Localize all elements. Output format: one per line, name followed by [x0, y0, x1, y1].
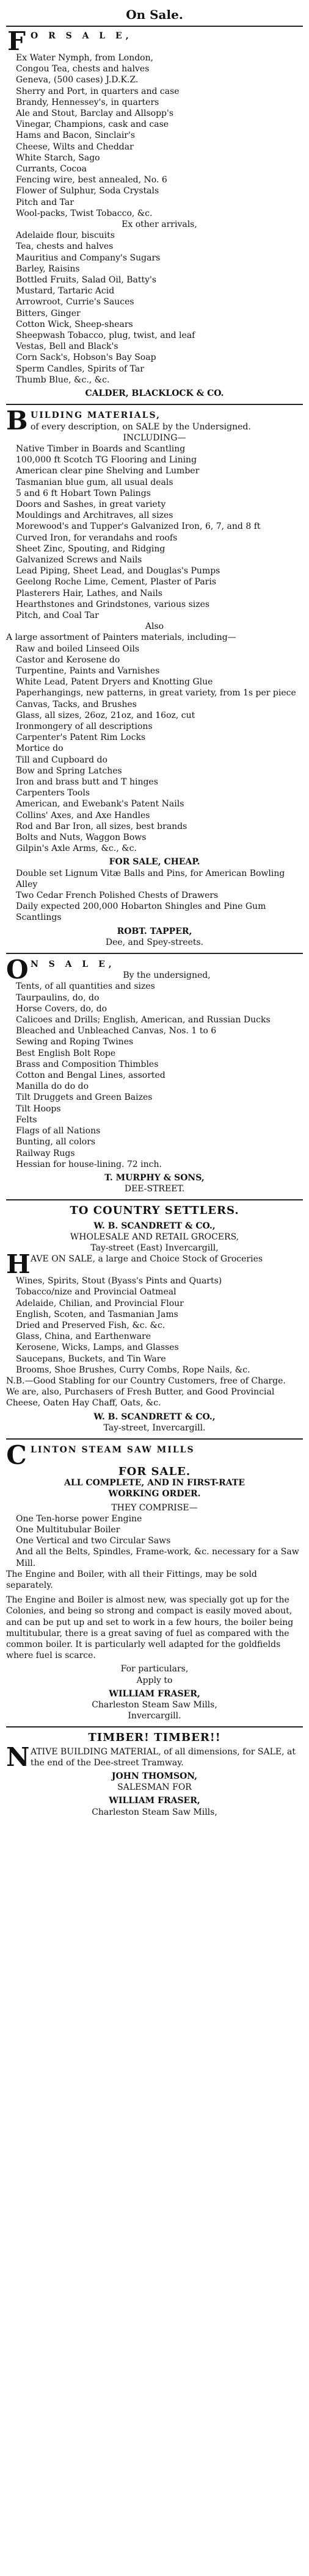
divider — [6, 1726, 303, 1727]
list-item: Sheet Zinc, Spouting, and Ridging — [16, 544, 165, 554]
dropcap: O — [6, 955, 29, 985]
list-item: American clear pine Shelving and Lumber — [16, 466, 200, 476]
list-item: Lead Piping, Sheet Lead, and Douglas's Pumps — [16, 566, 220, 576]
list-item: Bolts and Nuts, Waggon Bows — [16, 833, 147, 843]
list-item: Currants, Cocoa — [16, 164, 87, 174]
list-item: Tilt Druggets and Green Baizes — [16, 1092, 153, 1103]
list-item: Two Cedar French Polished Chests of Drawers — [16, 891, 219, 901]
list-item: Galvanized Screws and Nails — [16, 554, 142, 565]
ad-signature: JOHN THOMSON, — [111, 1771, 198, 1782]
list-item: American, and Ewebank's Patent Nails — [16, 799, 184, 809]
divider — [6, 404, 303, 405]
apply-line: For particulars, — [120, 1664, 189, 1674]
list-item: Bunting, all colors — [16, 1137, 96, 1147]
list-item: Bitters, Ginger — [16, 308, 81, 318]
list-item: Taurpaulins, do, do — [16, 992, 100, 1003]
list-item: Castor and Kerosene do — [16, 655, 120, 665]
paragraph: The Engine and Boiler, with all their Fittings, may be sold separately. — [6, 1569, 257, 1590]
list-item: One Vertical and two Circular Saws — [16, 1536, 171, 1546]
comprise-label: THEY COMPRISE— — [111, 1502, 198, 1513]
cheap-list — [6, 868, 303, 924]
list-item: Geelong Roche Lime, Cement, Plaster of Paris — [16, 577, 217, 587]
ad-signature: W. B. SCANDRETT & CO., — [93, 1412, 216, 1422]
list-item: Rod and Bar Iron, all sizes, best brands — [16, 821, 187, 831]
ad-heading — [6, 26, 303, 56]
list-item: English, Scoten, and Tasmanian Jams — [16, 1309, 178, 1319]
list-item: Brooms, Shoe Brushes, Curry Combs, Rope Nails, &c. — [16, 1365, 250, 1375]
ad-title: N S A L E, — [31, 960, 115, 970]
ad-signature-address: Dee, and Spey-streets. — [105, 937, 204, 947]
ad-subtitle: of every description, on SALE by the Undersigned. — [31, 422, 251, 432]
groceries-list — [6, 1275, 303, 1376]
dropcap: B — [6, 406, 28, 436]
list-item: Paperhangings, new patterns, in great variety, from 1s per piece — [16, 688, 296, 698]
ad-intro: AVE ON SALE, a large and Choice Stock of Groceries — [31, 1254, 263, 1265]
list-item: Sewing and Roping Twines — [16, 1037, 134, 1047]
ad-title: LINTON STEAM SAW MILLS — [31, 1444, 195, 1455]
list-item: Mustard, Tartaric Acid — [16, 286, 115, 296]
list-item: Felts — [16, 1114, 37, 1125]
list-item: Curved Iron, for verandahs and roofs — [16, 533, 178, 543]
ad-signature: CALDER, BLACKLOCK & CO. — [85, 389, 224, 399]
list-item: Wool-packs, Twist Tobacco, &c. — [16, 208, 153, 218]
ad-header: TO COUNTRY SETTLERS. — [70, 1204, 239, 1218]
list-item: Bow and Spring Latches — [16, 766, 122, 776]
ad-signature-address: Tay-street, Invercargill. — [103, 1423, 206, 1433]
list-item: Pitch, and Coal Tar — [16, 610, 99, 620]
list-item: Sperm Candles, Spirits of Tar — [16, 364, 144, 374]
list-item: Tea, chests and halves — [16, 242, 114, 252]
product-list — [6, 52, 303, 386]
list-item: Tobacco/nize and Provincial Oatmeal — [16, 1287, 176, 1297]
apply-line: Apply to — [136, 1675, 173, 1685]
list-item: Till and Cupboard do — [16, 755, 107, 765]
list-item: Thumb Blue, &c., &c. — [16, 375, 110, 385]
list-item: Plasterers Hair, Lathes, and Nails — [16, 588, 162, 598]
ad-heading — [6, 1440, 303, 1470]
list-item: Calicoes and Drills; English, American, and Russian Ducks — [16, 1015, 271, 1025]
list-item: Gilpin's Axle Arms, &c., &c. — [16, 844, 137, 854]
list-item: 100,000 ft Scotch TG Flooring and Lining — [16, 455, 197, 465]
list-item: Horse Covers, do, do — [16, 1003, 107, 1014]
list-item: Saucepans, Buckets, and Tin Ware — [16, 1354, 166, 1364]
divider — [6, 1438, 303, 1440]
buy-text: We are, also, Purchasers of Fresh Butter, and Good Provincial Cheese, Oaten Hay Chaff, Oats, &c. — [6, 1387, 275, 1408]
list-item: Dried and Preserved Fish, &c. &c. — [16, 1320, 165, 1330]
list-item: Congou Tea, chests and halves — [16, 64, 150, 74]
dropcap: C — [6, 1440, 27, 1470]
list-item: Cheese, Wilts and Cheddar — [16, 142, 134, 152]
list-item: Mortice do — [16, 744, 64, 754]
firm-address: Tay-street (East) Invercargill, — [90, 1243, 219, 1253]
list-item: Mauritius and Company's Sugars — [16, 253, 161, 263]
dropcap: H — [6, 1249, 31, 1280]
list-item: Cotton and Bengal Lines, assorted — [16, 1071, 165, 1081]
list-item: One Ten-horse power Engine — [16, 1513, 142, 1524]
list-item: Glass, China, and Earthenware — [16, 1332, 151, 1342]
ad-header: TIMBER! TIMBER!! — [88, 1731, 221, 1745]
list-item: Vinegar, Champions, cask and case — [16, 120, 169, 130]
list-item: And all the Belts, Spindles, Frame-work, &c. necessary for a Saw Mill. — [16, 1547, 299, 1568]
list-item: Raw and boiled Linseed Oils — [16, 644, 140, 654]
list-item: Fencing wire, best annealed, No. 6 — [16, 175, 167, 185]
tents-list — [6, 981, 303, 1169]
list-item: Manilla do do do — [16, 1082, 89, 1092]
calder-blacklock-ad — [6, 26, 303, 399]
ad-heading — [6, 955, 303, 985]
list-item: Arrowroot, Currie's Sauces — [16, 297, 134, 307]
list-item: Adelaide flour, biscuits — [16, 231, 115, 241]
list-item: Ex other arrivals, — [122, 220, 197, 230]
list-item: Tilt Hoops — [16, 1103, 61, 1114]
divider — [6, 953, 303, 954]
list-item: Doors and Sashes, in great variety — [16, 499, 166, 509]
list-item: Carpenter's Patent Rim Locks — [16, 733, 146, 743]
paragraph: The Engine and Boiler is almost new, was specially got up for the Colonies, and being so strong and compact is easily moved about, and can be put up and set to work in a few hours, the boiler being multitubular, there is a great saving of fuel as compared with the common boiler. It is particularly well adapted for the goldfields where fuel is scarce. — [6, 1595, 294, 1661]
list-item: Canvas, Tacks, and Brushes — [16, 699, 137, 709]
ad-heading — [6, 406, 303, 436]
on-sale-header: On Sale. — [6, 5, 303, 27]
ad-text: ATIVE BUILDING MATERIAL, of all dimensions, for SALE, at the end of the Dee-street Tramway. — [31, 1746, 296, 1768]
timber-ad — [6, 1732, 303, 1817]
mill-items-list — [6, 1513, 303, 1569]
ad-signature: ROBT. TAPPER, — [117, 926, 192, 936]
ad-signature-address: Charleston Steam Saw Mills, — [92, 1700, 217, 1710]
firm-subtitle: WHOLESALE AND RETAIL GROCERS, — [70, 1232, 239, 1242]
list-item: Wines, Spirits, Stout (Byass's Pints and Quarts) — [16, 1276, 222, 1286]
ad-title: UILDING MATERIALS, — [31, 411, 161, 421]
list-item: Ex Water Nymph, from London, — [16, 53, 154, 63]
painter-list — [6, 644, 303, 855]
list-item: Corn Sack's, Hobson's Bay Soap — [16, 353, 156, 363]
ad-agent-address: Charleston Steam Saw Mills, — [92, 1807, 217, 1817]
list-item: Turpentine, Paints and Varnishes — [16, 666, 160, 676]
ad-subheading-1: ALL COMPLETE, AND IN FIRST-RATE — [64, 1478, 245, 1488]
list-item: White Starch, Sago — [16, 152, 100, 163]
list-item: Brandy, Hennessey's, in quarters — [16, 97, 159, 107]
list-item: Brass and Composition Thimbles — [16, 1059, 159, 1069]
list-item: Native Timber in Boards and Scantling — [16, 443, 186, 454]
list-item: Bottled Fruits, Salad Oil, Batty's — [16, 275, 157, 285]
also-label: Also — [145, 622, 164, 632]
dropcap: N — [6, 1742, 30, 1772]
list-item: Railway Rugs — [16, 1148, 75, 1158]
ad-title: O R S A L E, — [31, 31, 133, 41]
list-item: Flags of all Nations — [16, 1126, 101, 1136]
nb-text: N.B.—Good Stabling for our Country Customers, free of Charge. — [6, 1376, 286, 1386]
firm-name: W. B. SCANDRETT & CO., — [93, 1221, 216, 1231]
list-item: Collins' Axes, and Axe Handles — [16, 810, 150, 820]
list-item: Barley, Raisins — [16, 264, 80, 274]
ad-agent: WILLIAM FRASER, — [109, 1796, 200, 1806]
list-item: Adelaide, Chilian, and Provincial Flour — [16, 1298, 184, 1308]
ad-signature-address: DEE-STREET. — [124, 1184, 185, 1194]
list-item: Tents, of all quantities and sizes — [16, 981, 155, 992]
list-item: Flower of Sulphur, Soda Crystals — [16, 186, 159, 196]
list-item: Vestas, Bell and Black's — [16, 342, 118, 352]
list-item: Sheepwash Tobacco, plug, twist, and leaf — [16, 331, 195, 341]
scandrett-ad — [6, 1205, 303, 1433]
by-line: By the undersigned, — [123, 970, 211, 981]
list-item: Glass, all sizes, 26oz, 21oz, and 16oz, cut — [16, 710, 195, 720]
ad-role: SALESMAN FOR — [117, 1782, 192, 1793]
list-item: Iron and brass butt and T hinges — [16, 777, 158, 787]
list-item: White Lead, Patent Dryers and Knotting Glue — [16, 677, 213, 687]
list-item: Kerosene, Wicks, Lamps, and Glasses — [16, 1343, 179, 1353]
cheap-title: FOR SALE, CHEAP. — [109, 857, 200, 867]
list-item: Hams and Bacon, Sinclair's — [16, 131, 136, 141]
list-item: Hessian for house-lining. 72 inch. — [16, 1159, 162, 1169]
list-item: Cotton Wick, Sheep-shears — [16, 319, 133, 329]
list-item: One Multitubular Boiler — [16, 1524, 120, 1535]
ad-signature-address: Invercargill. — [128, 1711, 181, 1721]
list-item: Tasmanian blue gum, all usual deals — [16, 477, 173, 487]
dropcap: F — [7, 26, 26, 56]
list-item: Mouldings and Architraves, all sizes — [16, 511, 173, 521]
list-item: Double set Lignum Vitæ Balls and Pins, for American Bowling Alley — [16, 868, 285, 889]
list-item: Morewood's and Tupper's Galvanized Iron, 6, 7, and 8 ft — [16, 522, 261, 532]
ad-signature: WILLIAM FRASER, — [109, 1688, 200, 1699]
ad-subheading-2: WORKING ORDER. — [108, 1489, 201, 1499]
list-item: Pitch and Tar — [16, 197, 74, 207]
clinton-saw-mills-ad — [6, 1440, 303, 1721]
list-item: Bleached and Unbleached Canvas, Nos. 1 to 6 — [16, 1026, 217, 1036]
list-item: Hearthstones and Grindstones, various sizes — [16, 599, 210, 609]
ad-signature: T. MURPHY & SONS, — [104, 1172, 205, 1183]
also-text: A large assortment of Painters materials, including— — [6, 633, 236, 643]
list-item: Geneva, (500 cases) J.D.K.Z. — [16, 75, 139, 85]
ad-heading — [6, 1249, 303, 1280]
list-item: Carpenters Tools — [16, 788, 90, 798]
ad-subtitle: FOR SALE. — [118, 1465, 191, 1478]
including-label: INCLUDING— — [123, 432, 186, 443]
list-item: Daily expected 200,000 Hobarton Shingles and Pine Gum Scantlings — [16, 902, 266, 923]
building-materials-ad — [6, 406, 303, 948]
materials-list — [6, 443, 303, 621]
list-item: Ironmongery of all descriptions — [16, 721, 153, 731]
list-item: 5 and 6 ft Hobart Town Palings — [16, 488, 151, 498]
ad-heading — [6, 1742, 303, 1772]
list-item: Best English Bolt Rope — [16, 1048, 116, 1058]
divider — [6, 1199, 303, 1200]
list-item: Ale and Stout, Barclay and Allsopp's — [16, 109, 174, 119]
murphy-sons-ad — [6, 955, 303, 1194]
list-item: Sherry and Port, in quarters and case — [16, 86, 180, 96]
